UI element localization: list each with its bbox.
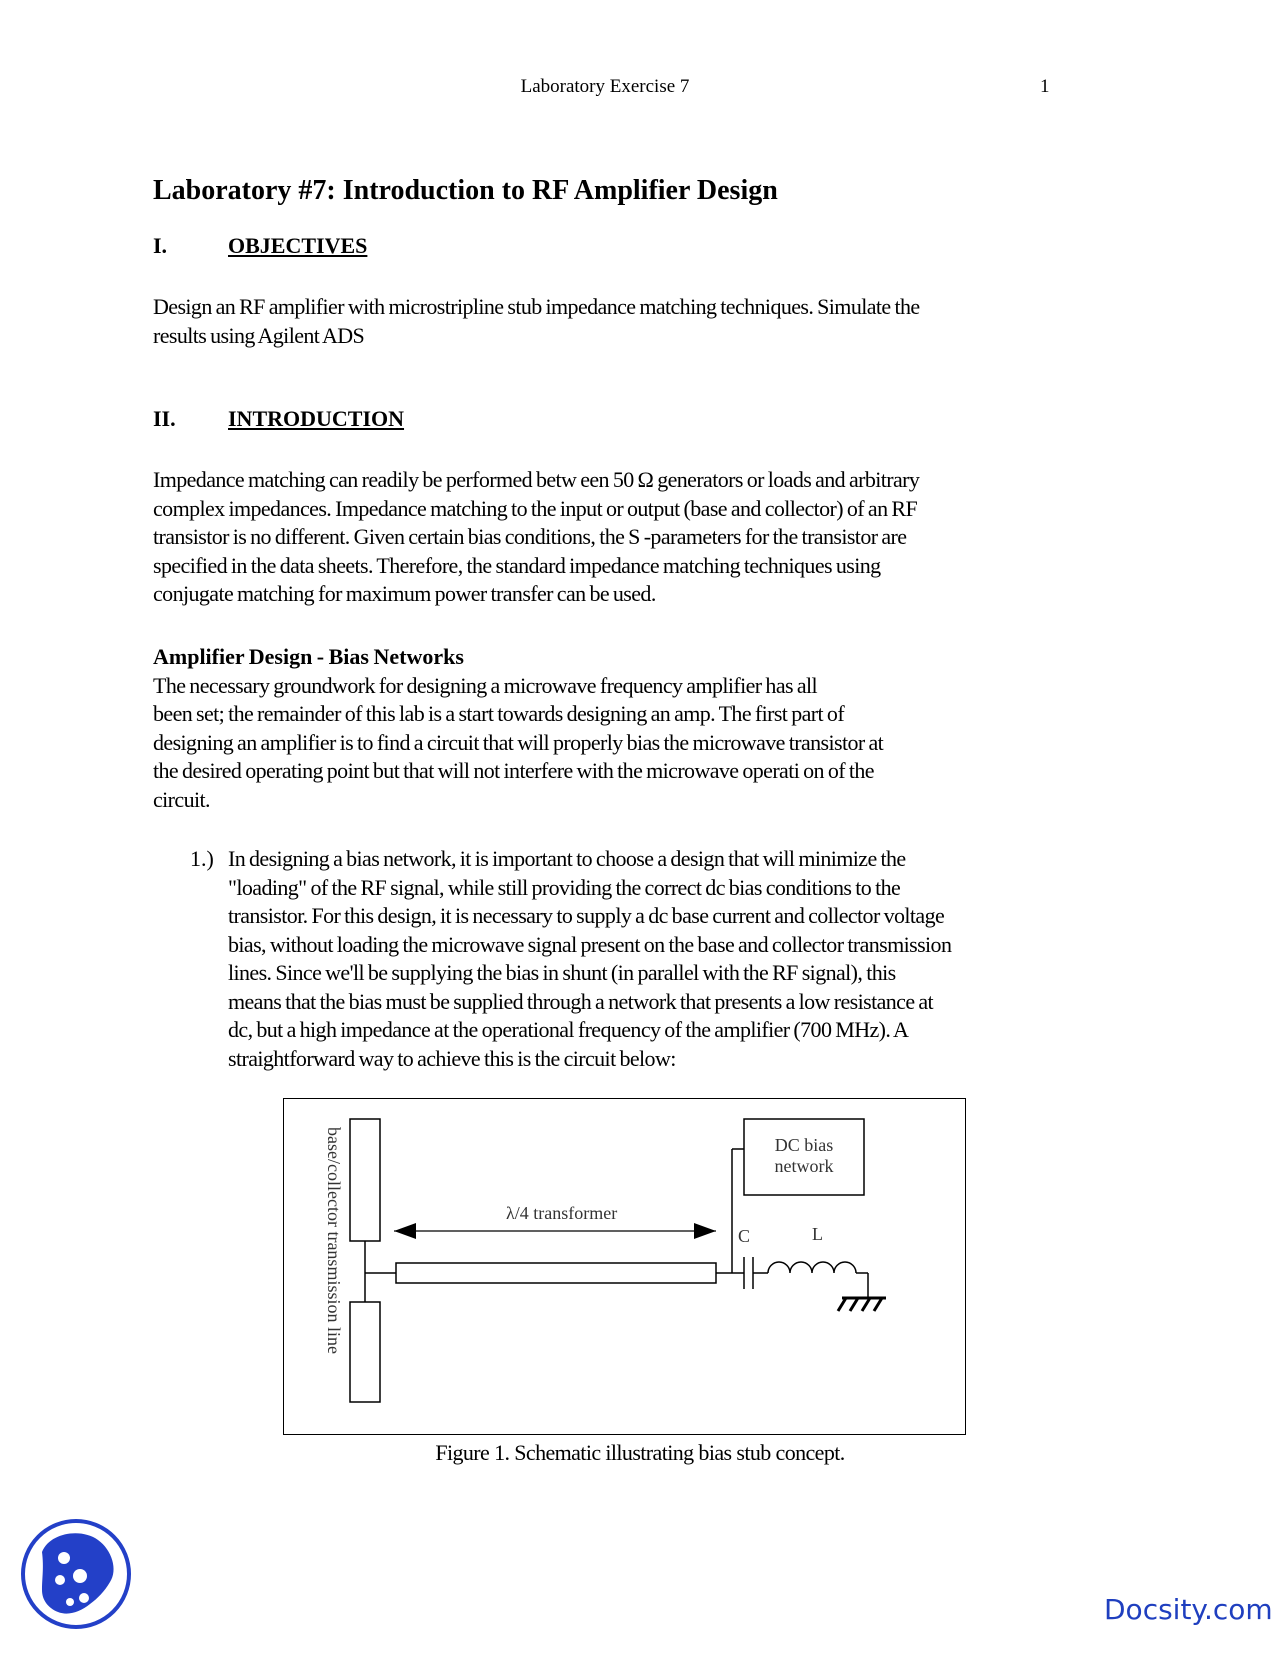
text-line: The necessary groundwork for designing a microwave frequency amplifier has all: [153, 672, 818, 698]
arrow-right-icon: [694, 1223, 716, 1239]
section-heading-introduction: INTRODUCTION: [228, 406, 405, 431]
objectives-paragraph: [153, 293, 1073, 350]
text-line: dc, but a high impedance at the operational frequency of the amplifier (700 MHz). A: [228, 1017, 909, 1042]
transformer-label: λ/4 transformer: [506, 1203, 618, 1223]
text-line: transistor. For this design, it is necessary to supply a dc base current and collector voltage: [228, 903, 945, 928]
text-line: "loading" of the RF signal, while still providing the correct dc bias conditions to the: [228, 874, 901, 900]
list-item-number: 1.): [190, 846, 214, 871]
capacitor-label: C: [738, 1226, 751, 1246]
text-line: results using Agilent ADS: [153, 322, 365, 348]
inductor-label: L: [812, 1224, 823, 1244]
text-line: designing an amplifier is to find a circuit that will properly bias the microwave transistor at: [153, 729, 884, 755]
text-line: Design an RF amplifier with microstripline stub impedance matching techniques. Simulate the: [153, 294, 920, 319]
text-line: conjugate matching for maximum power transfer can be used.: [153, 581, 656, 606]
text-line: means that the bias must be supplied through a network that presents a low resistance at: [228, 988, 934, 1014]
ground-icon: [838, 1298, 886, 1311]
docsity-logo-icon[interactable]: [20, 1518, 132, 1630]
section-heading-objectives: OBJECTIVES: [228, 233, 368, 258]
text-line: specified in the data sheets. Therefore, the standard impedance matching techniques using: [153, 552, 881, 578]
bias-networks-section: [153, 643, 1073, 814]
dc-bias-label-line1: DC bias: [774, 1135, 834, 1155]
arrow-left-icon: [394, 1223, 416, 1239]
subsection-heading: Amplifier Design - Bias Networks: [153, 644, 464, 669]
transmission-line-lower: [350, 1302, 380, 1402]
text-line: transistor is no different. Given certain bias conditions, the S -parameters for the transistor are: [153, 524, 907, 549]
dc-bias-label-line2: network: [774, 1156, 834, 1176]
text-line: straightforward way to achieve this is the circuit below:: [228, 1045, 676, 1071]
text-line: lines. Since we'll be supplying the bias in shunt (in parallel with the RF signal), this: [228, 960, 896, 985]
introduction-paragraph: [153, 466, 1073, 609]
document-title: Laboratory #7: Introduction to RF Amplifier Design: [153, 175, 778, 206]
page-number: 1: [1040, 76, 1050, 97]
list-item-body: [228, 845, 1108, 1073]
section-number-introduction: II.: [153, 406, 176, 431]
text-line: Impedance matching can readily be performed betw een 50 Ω generators or loads and arbitrary: [153, 467, 920, 492]
text-line: complex impedances. Impedance matching to the input or output (base and collector) of an RF: [153, 495, 918, 521]
running-header: Laboratory Exercise 7: [520, 76, 690, 97]
text-line: the desired operating point but that will not interfere with the microwave operati on of the: [153, 758, 874, 783]
inductor-coil: [768, 1262, 856, 1273]
section-number-objectives: I.: [153, 233, 168, 258]
text-line: In designing a bias network, it is important to choose a design that will minimize the: [228, 846, 906, 871]
text-line: been set; the remainder of this lab is a start towards designing an amp. The first part of: [153, 701, 845, 726]
quarter-wave-transformer: [396, 1263, 716, 1283]
figure-caption: Figure 1. Schematic illustrating bias stub concept.: [435, 1440, 845, 1465]
figure-frame: [283, 1098, 966, 1435]
text-line: bias, without loading the microwave signal present on the base and collector transmission: [228, 931, 952, 957]
text-line: circuit.: [153, 786, 210, 812]
transmission-line-label: base/collector transmission line: [324, 1127, 344, 1354]
docsity-brand-link[interactable]: Docsity.com: [1104, 1593, 1273, 1626]
transmission-line-upper: [350, 1119, 380, 1241]
bias-stub-schematic: [284, 1099, 964, 1433]
